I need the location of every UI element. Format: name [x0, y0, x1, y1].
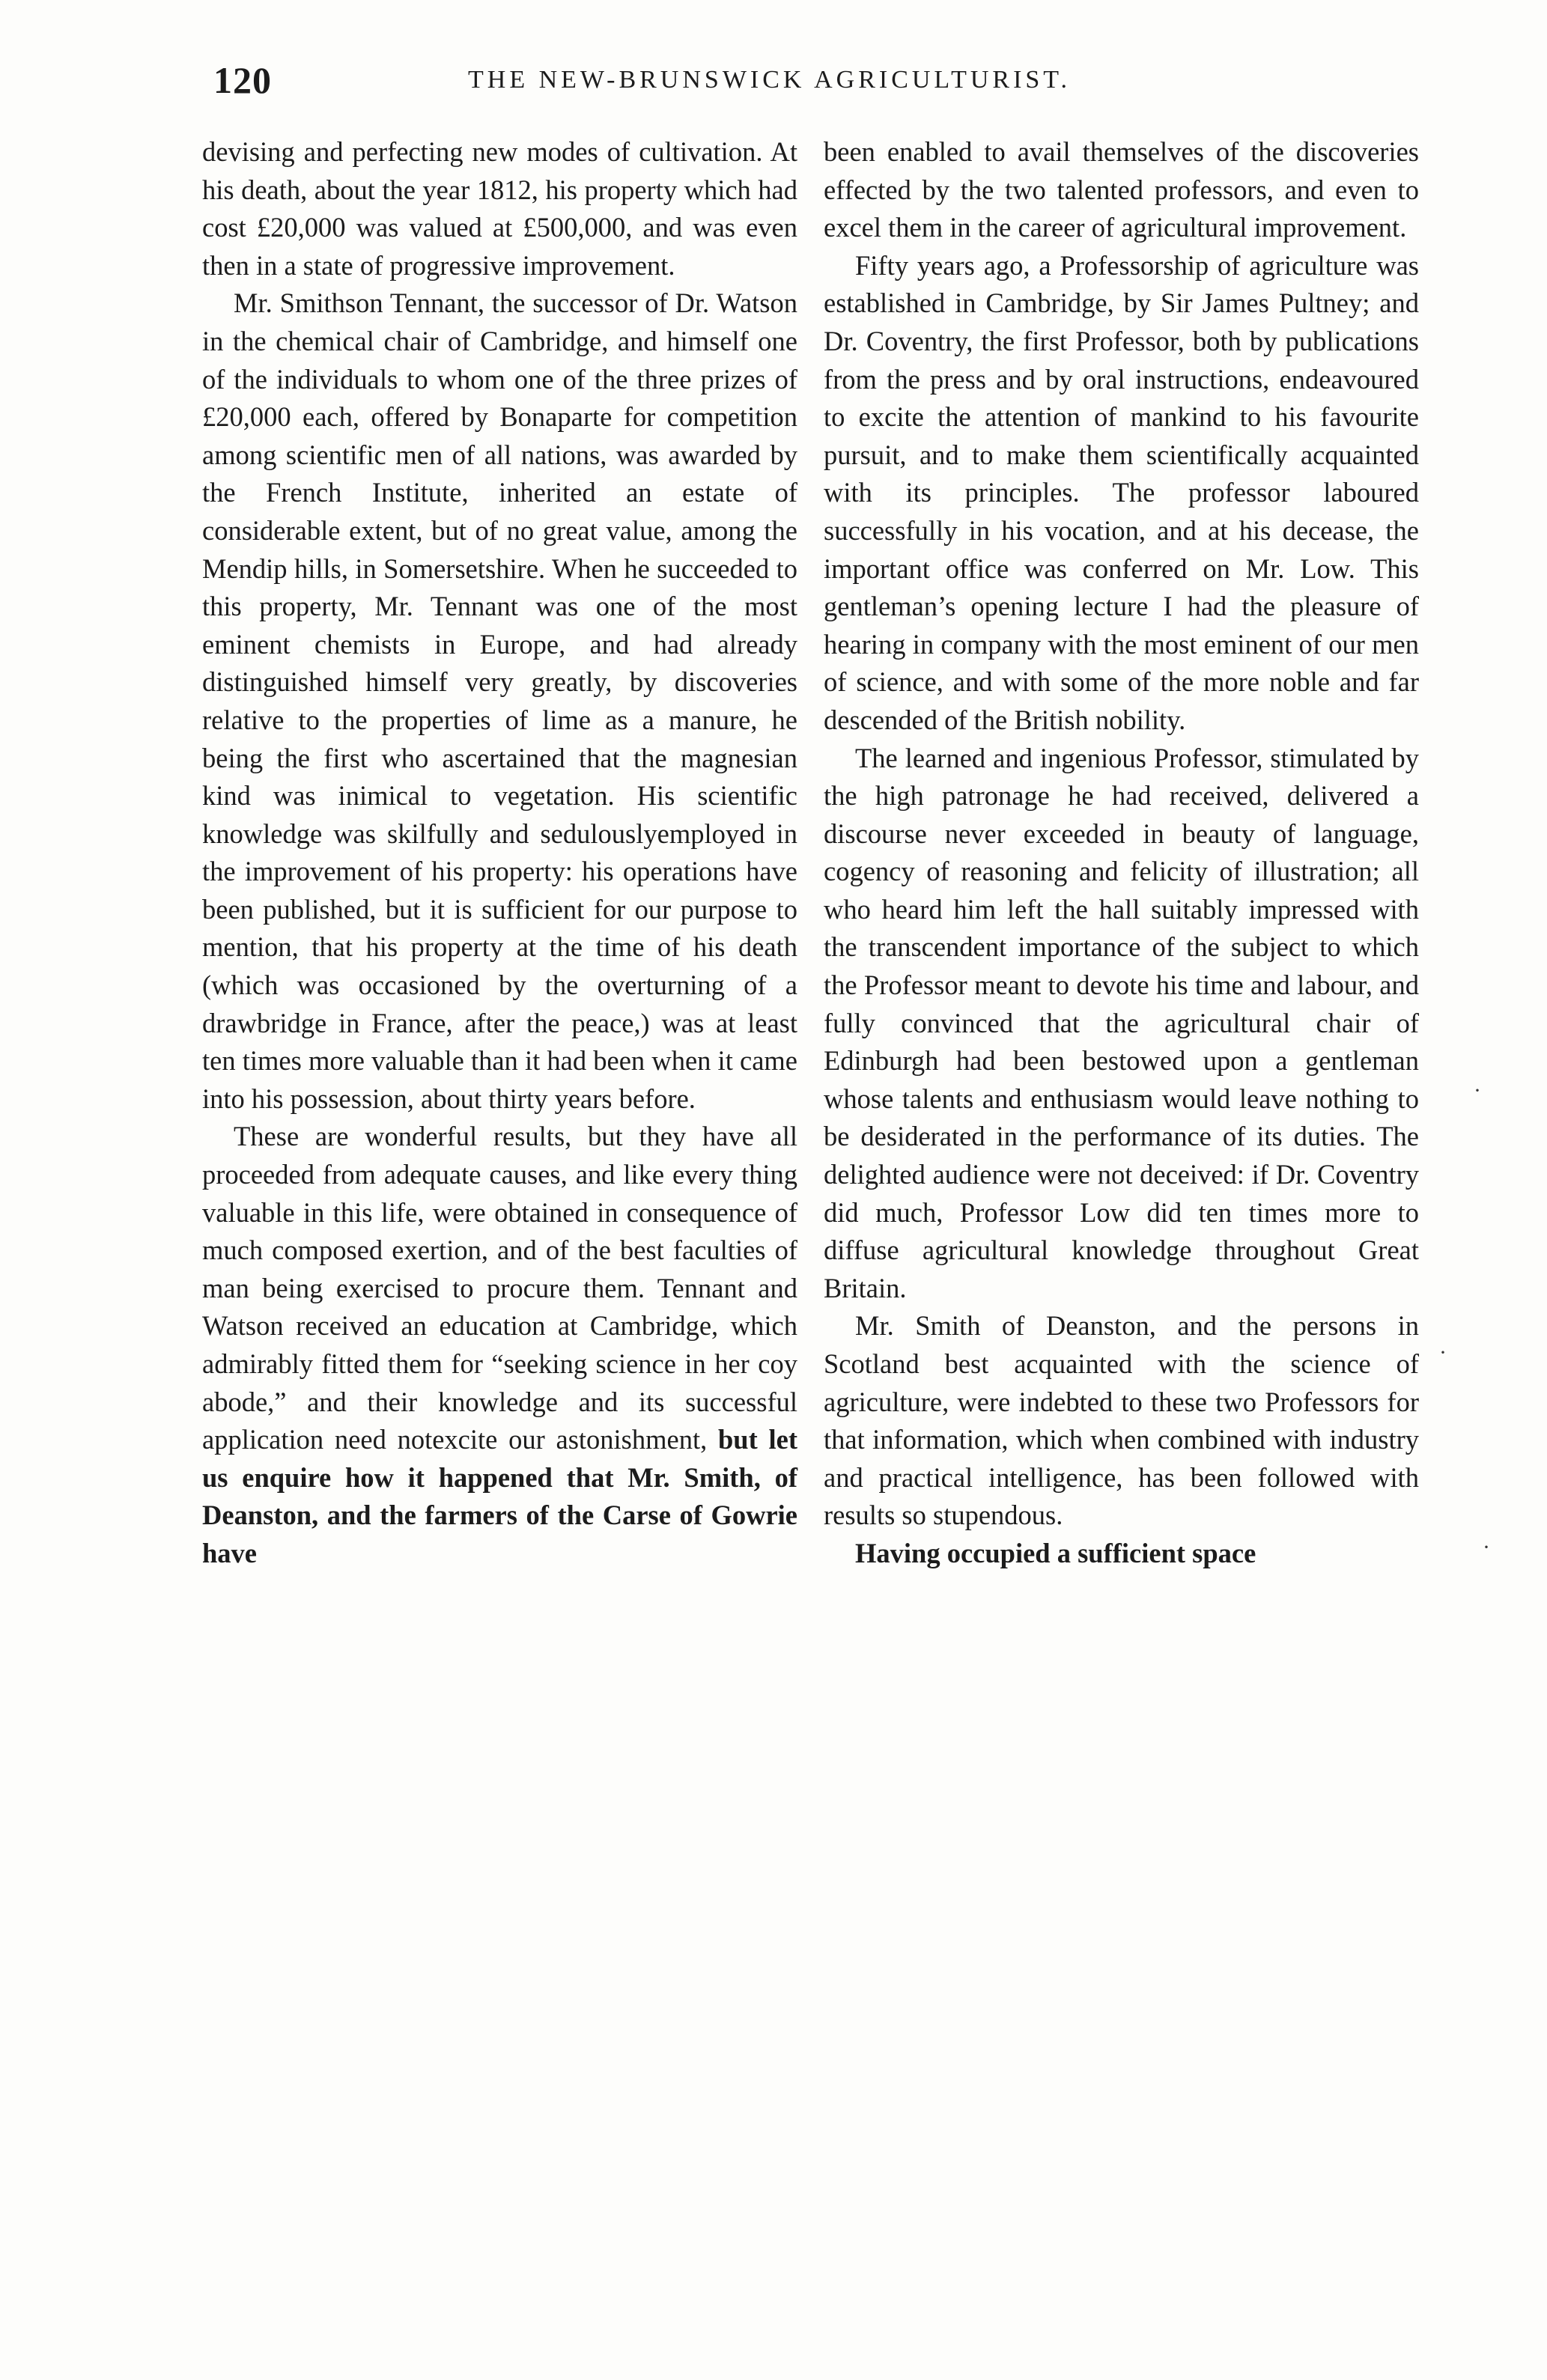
left-paragraph-1: devising and perfecting new modes of cultivation. At his death, about the year 1812, his property which had cost £20,000 was valued at £500,000, and was even then in a state of progressive improvement.: [202, 136, 797, 281]
left-paragraph-2: Mr. Smithson Tennant, the successor of Dr. Watson in the chemical chair of Cambridge, and himself one of the individuals to whom one of the three prizes of £20,000 each, offered by Bonaparte for competition among scientific men of all nations, was awarded by the French Institute, inherited an estate of considerable extent, but of no great value, among the Mendip hills, in Somersetshire. When he succeeded to this property, Mr. Tennant was one of the most eminent chemists in Europe, and had already distinguished himself very greatly, by discoveries relative to the properties of lime as a manure, he being the first who ascertained that the magnesian kind was inimical to vegetation. His scientific knowledge was skilfully and sedulouslyemployed in the improvement of his property: his operations have been published, but it is sufficient for our purpose to mention, that his property at the time of his death (which was occasioned by the overturning of a drawbridge in France, after the peace,) was at least ten times more valuable than it had been when it came into his possession, about thirty years before.: [202, 287, 797, 1114]
left-paragraph-3-bold: but let us enquire how it happened that Mr. Smith, of Deanston, and the farmers of the Carse of Gowrie have: [202, 1424, 797, 1568]
right-paragraph-2: Fifty years ago, a Professorship of agriculture was established in Cambridge, by Sir James Pultney; and Dr. Coventry, the first Professor, both by publications from the press and by oral instructions, endeavoured to excite the attention of mankind to his favourite pursuit, and to make them scientifically acquainted with its principles. The professor laboured successfully in his vocation, and at his decease, the important office was conferred on Mr. Low. This gentleman’s opening lecture I had the pleasure of hearing in company with the most eminent of our men of science, and with some of the more noble and far descended of the British nobility.: [824, 249, 1419, 735]
right-paragraph-4: Mr. Smith of Deanston, and the persons in Scotland best acquainted with the science of agriculture, were indebted to these two Professors for that information, which when combined with industry and practical intelligence, has been followed with results so stupendous.: [824, 1310, 1419, 1531]
right-paragraph-3: The learned and ingenious Professor, stimulated by the high patronage he had received, delivered a discourse never exceeded in beauty of language, cogency of reasoning and felicity of illustration; all who heard him left the hall suitably impressed with the transcendent importance of the subject to which the Professor meant to devote his time and labour, and fully convinced that the agricultural chair of Edinburgh had been bestowed upon a gentleman whose talents and enthusiasm would leave nothing to be desiderated in the performance of its duties. The delighted audience were not deceived: if Dr. Coventry did much, Professor Low did ten times more to diffuse agricultural knowledge throughout Great Britain.: [824, 742, 1419, 1303]
left-paragraph-3: [202, 1118, 797, 1572]
margin-speck: ·: [1483, 1535, 1490, 1559]
page-header: [213, 58, 1277, 111]
left-paragraph-3-text: These are wonderful results, but they have all proceeded from adequate causes, and like every thing valuable in this life, were obtained in consequence of much composed exertion, and of the best faculties of man being exercised to procure them. Tennant and Watson received an education at Cambridge, which admirably fitted them for “seeking science in her coy abode,” and their knowledge and its successful application need notexcite our astonishment,: [202, 1121, 797, 1455]
running-title: THE NEW-BRUNSWICK AGRICULTURIST.: [468, 66, 1072, 94]
margin-speck: ·: [1439, 1340, 1447, 1365]
right-column: [824, 133, 1419, 1573]
left-column: [202, 133, 797, 1573]
page-number: 120: [213, 59, 272, 101]
margin-speck: ·: [1474, 1078, 1481, 1103]
right-paragraph-5: Having occupied a sufficient space: [855, 1537, 1256, 1568]
right-paragraph-1: been enabled to avail themselves of the discoveries effected by the two talented professors, and even to excel them in the career of agricultural improvement.: [824, 136, 1419, 243]
